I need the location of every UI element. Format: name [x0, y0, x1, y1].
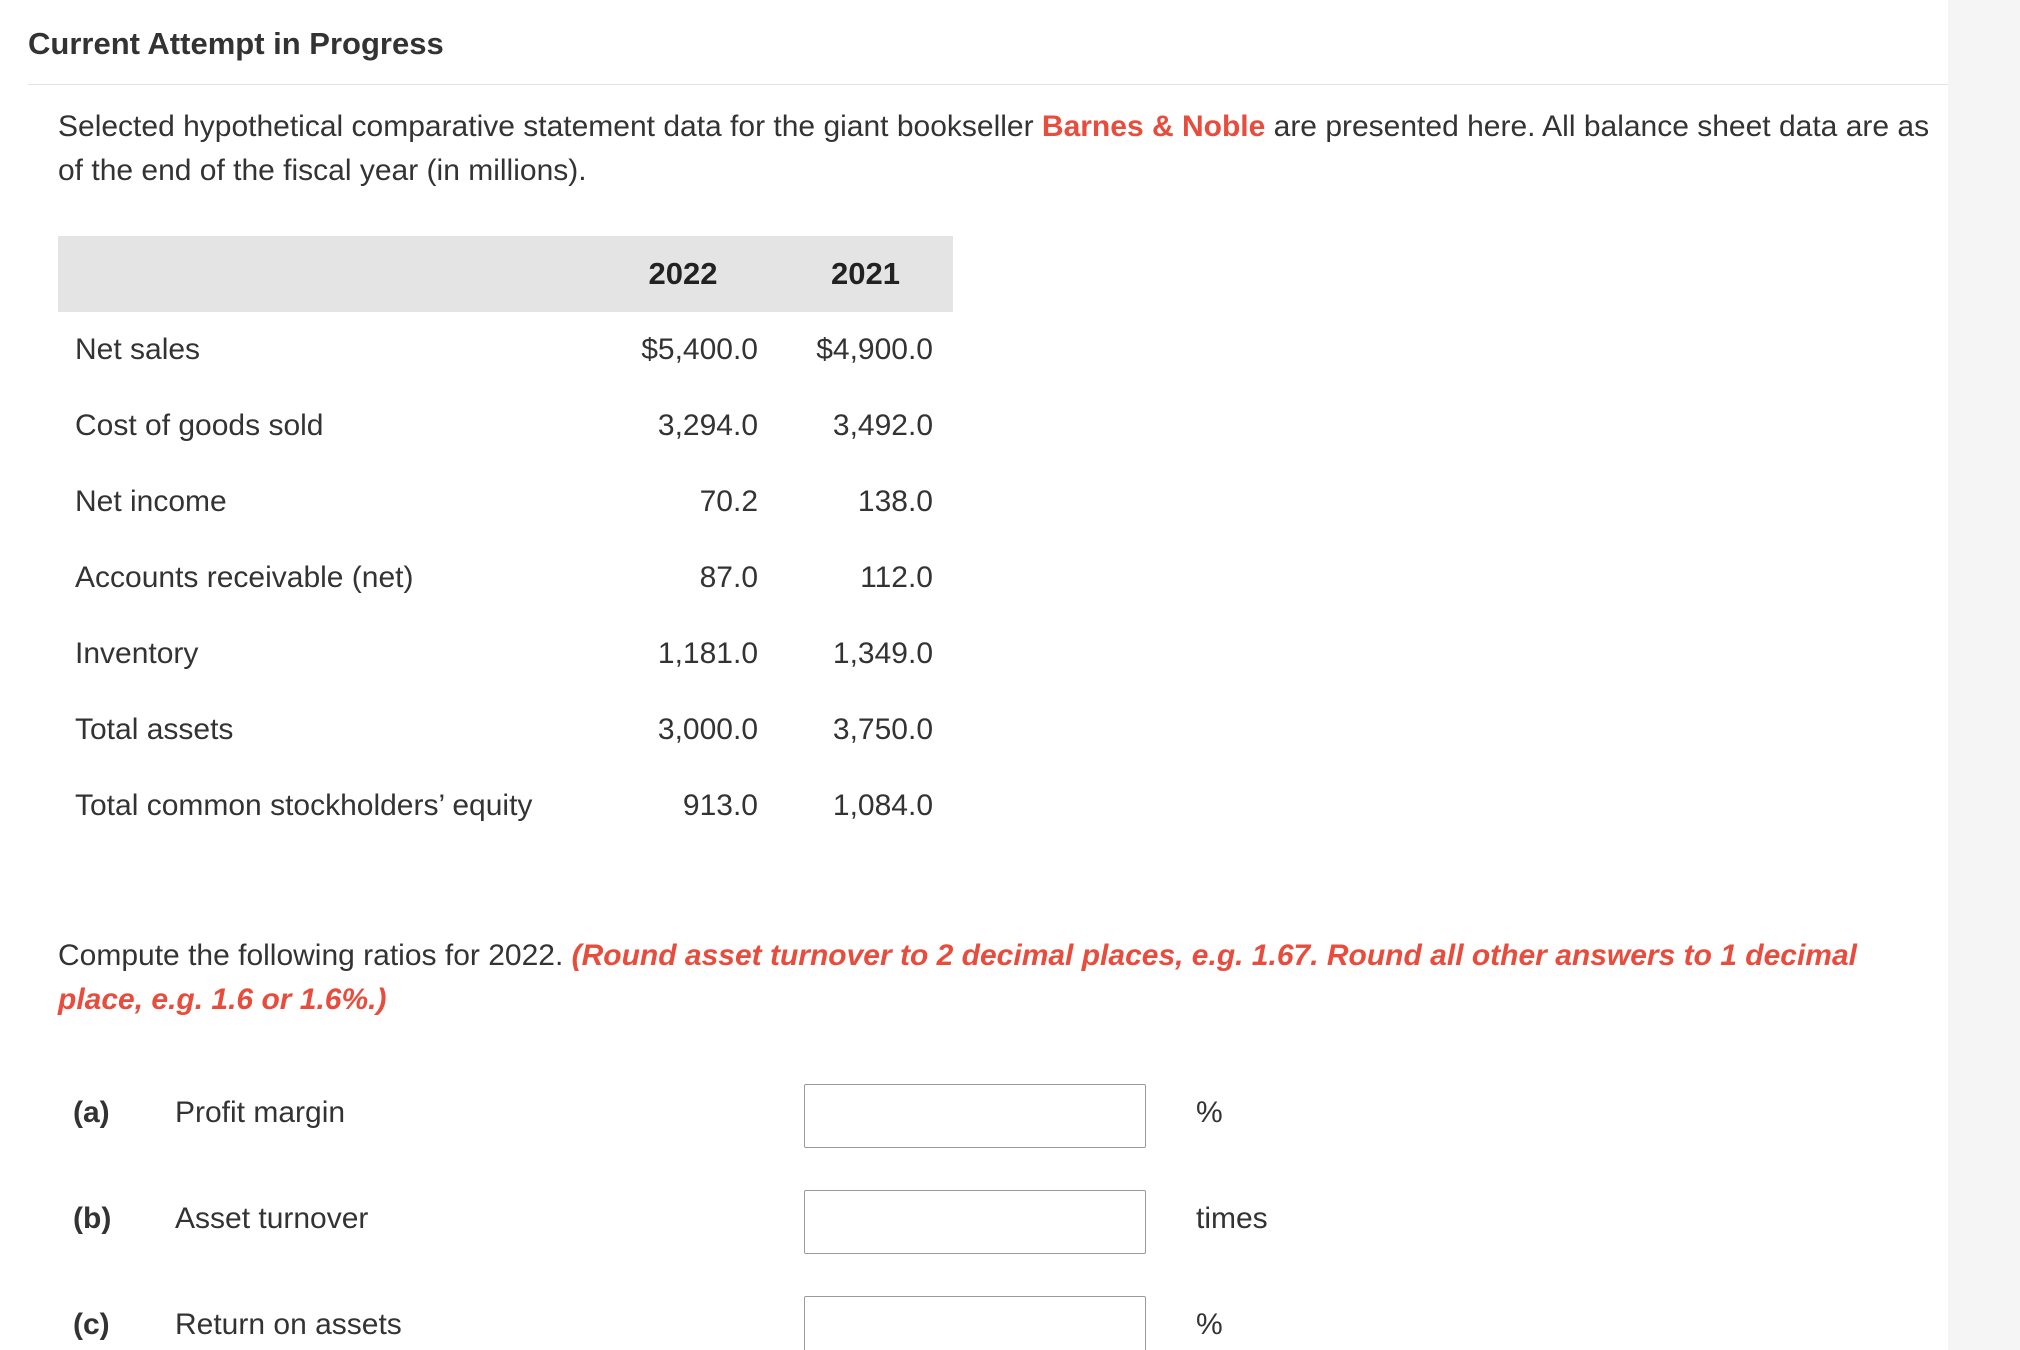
value-2021: 1,084.0 — [832, 789, 933, 822]
instructions-text: Compute the following ratios for 2022. — [58, 939, 572, 972]
value-2022: 3,000.0 — [657, 713, 758, 746]
table-row — [58, 768, 953, 844]
asset-turnover-input[interactable] — [804, 1190, 1146, 1254]
value-2021: 112.0 — [860, 561, 933, 594]
value-2021: 3,492.0 — [832, 409, 933, 442]
rounding-hint: (Round asset turnover to 2 decimal places, e.g. 1.67. Round all other answers to 1 decimal place, e.g. 1.6 or 1.6%.) — [58, 939, 1857, 1016]
header-divider — [28, 84, 1948, 85]
unit-label: % — [1196, 1096, 1223, 1129]
unit-label: times — [1196, 1202, 1268, 1235]
value-2021: 3,750.0 — [832, 713, 933, 746]
row-label: Accounts receivable (net) — [75, 561, 414, 594]
table-row — [58, 616, 953, 692]
row-label: Net income — [75, 485, 227, 518]
header-label-cell — [58, 236, 588, 312]
unit-label: % — [1196, 1308, 1223, 1341]
table-row — [58, 388, 953, 464]
value-2022: 3,294.0 — [657, 409, 758, 442]
ratio-label: Profit margin — [175, 1096, 346, 1129]
table-row — [58, 312, 953, 388]
value-2021: 1,349.0 — [832, 637, 933, 670]
part-letter: (c) — [73, 1308, 110, 1341]
intro-text-start: Selected hypothetical comparative statement data for the giant bookseller — [58, 110, 1042, 143]
right-gutter — [1948, 0, 2020, 1350]
return-on-assets-input[interactable] — [804, 1296, 1146, 1350]
header-year-2022: 2022 — [588, 236, 778, 312]
company-name: Barnes & Noble — [1041, 110, 1266, 143]
value-2021: 138.0 — [857, 485, 933, 518]
problem-intro — [58, 105, 1938, 193]
table-row — [58, 540, 953, 616]
value-2022: 87.0 — [699, 561, 758, 594]
row-label: Net sales — [75, 333, 201, 366]
profit-margin-input[interactable] — [804, 1084, 1146, 1148]
intro-text-end: are presented here. All balance sheet data are as of the end of the fiscal year (in millions). — [58, 110, 1930, 187]
row-label: Inventory — [75, 637, 199, 670]
comparative-data-table — [58, 236, 953, 844]
value-2021: $4,900.0 — [816, 333, 933, 366]
part-letter: (b) — [73, 1202, 112, 1235]
answer-row-asset-turnover — [58, 1190, 1458, 1256]
value-2022: 70.2 — [699, 485, 758, 518]
header-year-2021: 2021 — [778, 236, 953, 312]
table-row — [58, 692, 953, 768]
value-2022: 913.0 — [682, 789, 758, 822]
ratio-label: Return on assets — [175, 1308, 402, 1341]
answer-row-return-on-assets — [58, 1296, 1458, 1350]
table-row — [58, 464, 953, 540]
row-label: Cost of goods sold — [75, 409, 324, 442]
question-instructions — [58, 934, 1938, 1022]
row-label: Total assets — [75, 713, 234, 746]
table-header-row — [58, 236, 953, 312]
row-label: Total common stockholders’ equity — [75, 789, 533, 822]
answer-row-profit-margin — [58, 1084, 1458, 1150]
ratio-label: Asset turnover — [175, 1202, 369, 1235]
part-letter: (a) — [73, 1096, 110, 1129]
attempt-status-title: Current Attempt in Progress — [28, 26, 444, 61]
value-2022: $5,400.0 — [641, 333, 758, 366]
value-2022: 1,181.0 — [657, 637, 758, 670]
